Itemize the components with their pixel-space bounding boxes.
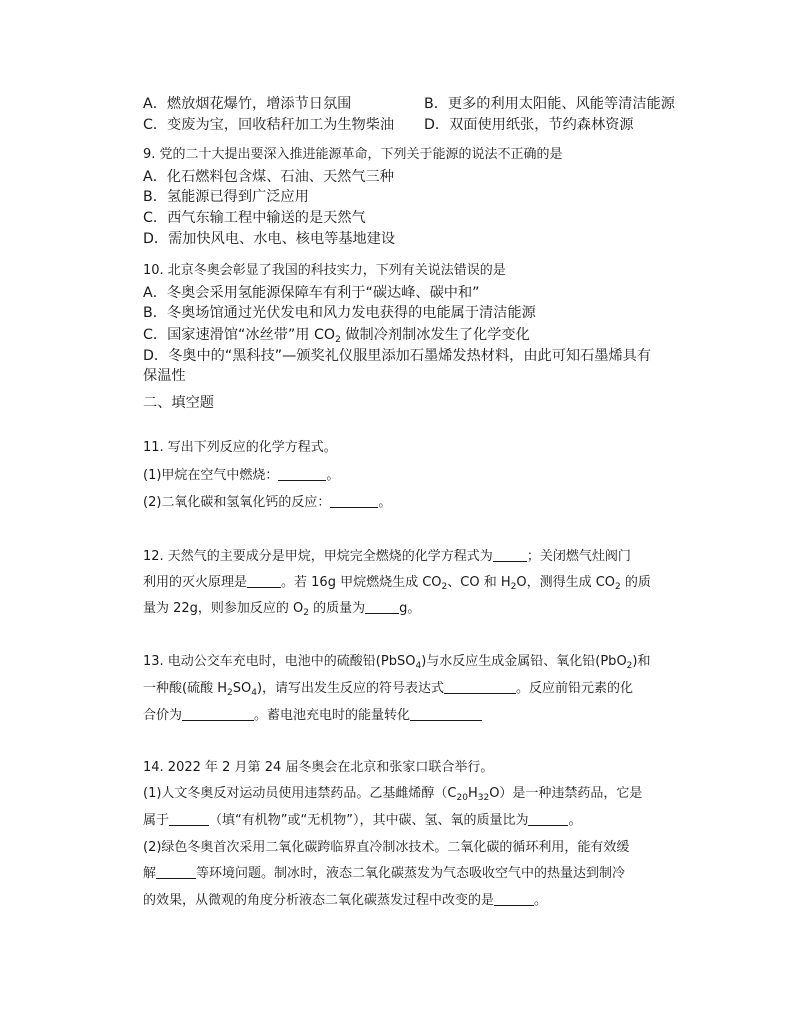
- q14-text: 的效果，从微观的角度分析液态二氧化碳蒸发过程中改变的是: [143, 893, 495, 908]
- q14-part-2-continued: [143, 864, 625, 884]
- q14-part-2: (2)绿色冬奥首次采用二氧化碳跨临界直冷制冰技术。二氧化碳的循环利用，能有效缓: [143, 840, 630, 855]
- q13-text: 。蓄电池充电时的能量转化: [254, 708, 411, 723]
- subscript: 2: [441, 582, 448, 592]
- q12-text: 。若 16g 甲烷燃烧生成 CO: [281, 575, 442, 590]
- q13-text: )与水反应生成金属铅、氧化铅(PbO: [421, 654, 627, 669]
- q10-option-c-text-end: 做制冷剂制冰发生了化学变化: [340, 327, 530, 343]
- answer-blank[interactable]: [410, 706, 482, 721]
- q14-text: （填“有机物”或“无机物”），其中碳、氢、氧的质量比为: [209, 813, 529, 828]
- q13-line-1: [143, 652, 650, 672]
- q13-text: SO: [232, 681, 252, 696]
- subscript: 2: [303, 608, 310, 618]
- answer-blank[interactable]: [494, 891, 534, 906]
- q14-part-1-continued: [143, 811, 581, 831]
- answer-blank[interactable]: [182, 706, 254, 721]
- q10-option-d: D．冬奥中的“黑科技”—颁奖礼仪服里添加石墨烯发热材料，由此可知石墨烯具有: [143, 348, 652, 364]
- subscript: 2: [226, 688, 233, 698]
- q13-text: )，请写出发生反应的符号表达式: [256, 681, 445, 696]
- subscript: 20: [456, 793, 468, 803]
- punctuation: 。: [326, 468, 340, 483]
- q12-text: g。: [399, 601, 421, 616]
- q9-option-d: D．需加快风电、水电、核电等基地建设: [143, 231, 396, 247]
- q12-text: 的质: [620, 575, 651, 590]
- q11-part-1-text: (1)甲烷在空气中燃烧：: [143, 468, 279, 483]
- q13-text: )和: [632, 654, 651, 669]
- q12-line-1: [143, 547, 631, 567]
- punctuation: 。: [534, 893, 548, 908]
- q14-text: H: [467, 786, 478, 801]
- q12-line-3: [143, 599, 420, 619]
- q14-text: (1)人文冬奥反对运动员使用违禁药品。乙基雌烯醇（C: [143, 786, 457, 801]
- q10-option-a: A．冬奥会采用氢能源保障车有利于“碳达峰、碳中和”: [143, 285, 480, 301]
- q9-stem: 9. 党的二十大提出要深入推进能源革命，下列关于能源的说法不正确的是: [143, 147, 563, 162]
- answer-blank[interactable]: [528, 811, 568, 826]
- q14-part-1: [143, 784, 642, 804]
- answer-blank[interactable]: [330, 493, 378, 508]
- q11-stem: 11. 写出下列反应的化学方程式。: [143, 440, 337, 455]
- q13-line-3: [143, 706, 482, 726]
- subscript: 4: [251, 688, 257, 698]
- punctuation: 。: [568, 813, 582, 828]
- q13-line-2: [143, 679, 633, 699]
- subscript: 32: [477, 793, 490, 803]
- section-title: 二、填空题: [143, 395, 214, 411]
- q8-option-b: B．更多的利用太阳能、风能等清洁能源: [424, 96, 675, 112]
- q11-part-1: [143, 466, 339, 486]
- q12-text: 利用的灭火原理是: [143, 575, 248, 590]
- q12-text: ；关闭燃气灶阀门: [526, 549, 631, 564]
- q14-text: 解: [143, 866, 157, 881]
- subscript: 2: [335, 335, 341, 345]
- q12-line-2: [143, 573, 651, 593]
- q14-stem: 14. 2022 年 2 月第 24 届冬奥会在北京和张家口联合举行。: [143, 760, 494, 775]
- q12-text: 的质量为: [309, 601, 366, 616]
- q14-part-2-end: [143, 891, 547, 911]
- q9-option-a: A．化石燃料包含煤、石油、天然气三种: [143, 169, 394, 185]
- punctuation: 。: [378, 495, 392, 510]
- answer-blank[interactable]: [444, 679, 516, 694]
- q10-stem: 10. 北京冬奥会彰显了我国的科技实力，下列有关说法错误的是: [143, 263, 506, 278]
- subscript: 4: [415, 661, 422, 671]
- answer-blank[interactable]: [156, 864, 196, 879]
- q8-option-c: C．变废为宝，回收秸秆加工为生物柴油: [143, 117, 395, 133]
- q14-text: 属于: [143, 813, 170, 828]
- q11-part-2-text: (2)二氧化碳和氢氧化钙的反应：: [143, 495, 331, 510]
- q10-option-d-continued: 保温性: [143, 368, 186, 384]
- answer-blank[interactable]: [365, 599, 399, 614]
- q12-text: O，测得生成 CO: [516, 575, 616, 590]
- answer-blank[interactable]: [169, 811, 209, 826]
- subscript: 2: [626, 661, 633, 671]
- q10-option-b: B．冬奥场馆通过光伏发电和风力发电获得的电能属于清洁能源: [143, 305, 536, 321]
- q10-option-c: [143, 325, 530, 345]
- q8-option-d: D．双面使用纸张，节约森林资源: [424, 117, 634, 133]
- q8-option-a: A．燃放烟花爆竹，增添节日氛围: [143, 96, 352, 112]
- q11-part-2: [143, 493, 391, 513]
- q10-option-c-text: C．国家速滑馆“冰丝带”用 CO: [143, 327, 336, 343]
- q13-text: 一种酸(硫酸 H: [143, 681, 227, 696]
- q13-text: 13. 电动公交车充电时，电池中的硫酸铅(PbSO: [143, 654, 416, 669]
- q12-text: 量为 22g，则参加反应的 O: [143, 601, 304, 616]
- q14-text: 等环境问题。制冰时，液态二氧化碳蒸发为气态吸收空气中的热量达到制冷: [196, 866, 626, 881]
- answer-blank[interactable]: [247, 573, 281, 588]
- q13-text: 合价为: [143, 708, 183, 723]
- answer-blank[interactable]: [493, 547, 527, 562]
- q9-option-b: B．氢能源已得到广泛应用: [143, 189, 309, 205]
- q13-text: 。反应前铅元素的化: [516, 681, 634, 696]
- q9-option-c: C．西气东输工程中输送的是天然气: [143, 210, 366, 226]
- subscript: 2: [615, 582, 621, 592]
- q12-text: 12. 天然气的主要成分是甲烷，甲烷完全燃烧的化学方程式为: [143, 549, 493, 564]
- q12-text: 、CO 和 H: [447, 575, 511, 590]
- answer-blank[interactable]: [278, 466, 326, 481]
- q14-text: O）是一种违禁药品，它是: [489, 786, 643, 801]
- subscript: 2: [510, 582, 517, 592]
